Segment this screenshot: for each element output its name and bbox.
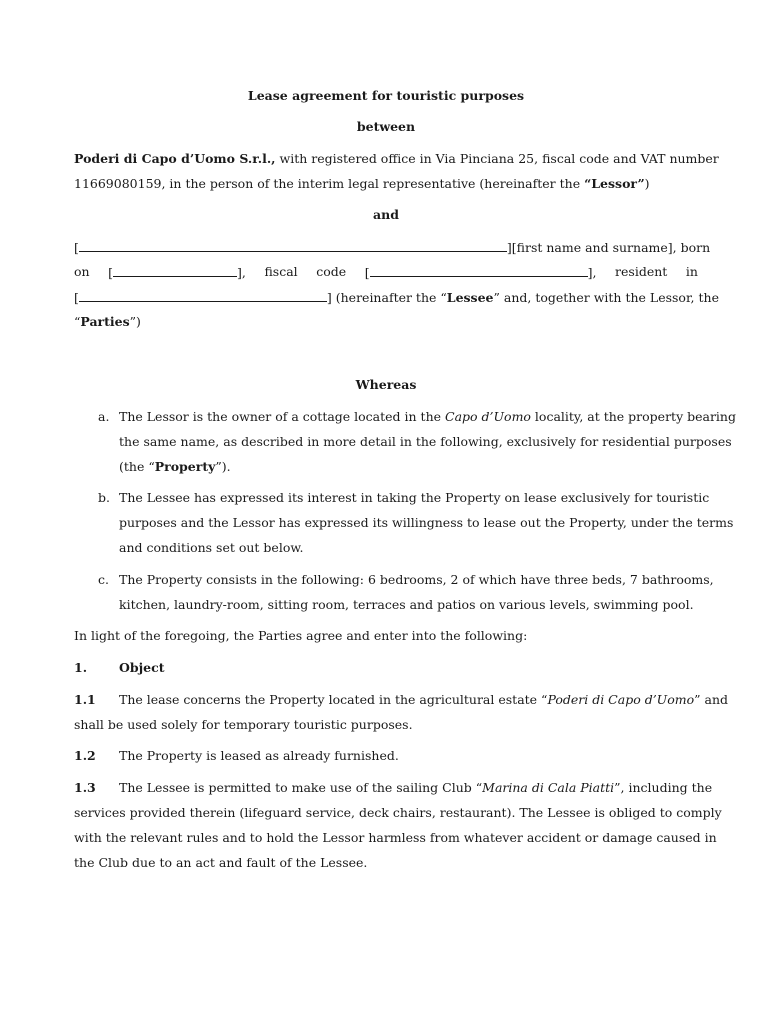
- clause-number: 1.3: [74, 780, 96, 795]
- lessor-representative: 11669080159, in the person of the interim legal representative (hereinafter the: [74, 176, 585, 191]
- bracket-open: [: [74, 240, 79, 255]
- word-in: in: [685, 264, 698, 279]
- word-code: code: [316, 264, 347, 279]
- clause-1-3-line-4: the Club due to an act and fault of the Lessee.: [74, 855, 368, 870]
- lessee-hereinafter: ] (hereinafter the “: [326, 290, 447, 305]
- list-item-b-line-3: and conditions set out below.: [119, 540, 304, 555]
- lessee-line-3: [ ] (hereinafter the “Lessee” and, together with the Lessor, the: [74, 290, 719, 305]
- lessor-name: Poderi di Capo d’Uomo S.r.l.,: [74, 151, 276, 166]
- word-fiscal: fiscal: [264, 264, 298, 279]
- and-heading: and: [373, 207, 399, 222]
- clause-1-3-line-2: services provided therein (lifeguard service, deck chairs, restaurant). The Lessee is obliged to comply: [74, 805, 722, 820]
- lessor-address: with registered office in Via Pinciana 25, fiscal code and VAT number: [275, 151, 719, 166]
- club-name: Marina di Cala Piatti: [482, 780, 615, 795]
- section-number: 1.: [74, 660, 88, 675]
- estate-name: Poderi di Capo d’Uomo: [547, 692, 695, 707]
- between-heading: between: [356, 119, 416, 134]
- lessor-close: ): [644, 176, 650, 191]
- clause-1-2-text: The Property is leased as already furnished.: [119, 748, 399, 763]
- fiscal-code-blank: [370, 264, 588, 277]
- section-title: Object: [119, 660, 165, 675]
- property-term: Property: [154, 459, 216, 474]
- whereas-heading: Whereas: [355, 377, 417, 392]
- clause-number: 1.1: [74, 692, 96, 707]
- word-on: on: [74, 264, 90, 279]
- residence-blank: [79, 289, 327, 302]
- clause-1-3-line-1: The Lessee is permitted to make use of the sailing Club “Marina di Cala Piatti”, including the: [119, 780, 713, 795]
- lessor-term: “Lessor”: [584, 176, 645, 191]
- lessee-line-2: [74, 264, 698, 281]
- lessee-line-1: [74, 239, 711, 256]
- lessee-term: Lessee: [446, 290, 494, 305]
- name-blank: [79, 239, 507, 252]
- parties-term: Parties: [80, 314, 130, 329]
- list-item-c-line-1: The Property consists in the following: 6 bedrooms, 2 of which have three beds, 7 bathrooms,: [119, 572, 714, 587]
- clause-number: 1.2: [74, 748, 96, 763]
- birth-date-field: [ ],: [108, 265, 246, 280]
- list-item-a-line-2: the same name, as described in more detail in the following, exclusively for residential purposes: [119, 434, 732, 449]
- clause-1-1-line-1: The lease concerns the Property located in the agricultural estate “Poderi di Capo d’Uomo” and: [119, 692, 728, 707]
- list-item-c-line-2: kitchen, laundry-room, sitting room, terraces and patios on various levels, swimming pool.: [119, 597, 694, 612]
- lessee-line-4: “Parties”): [74, 314, 141, 329]
- name-blank-label: ][first name and surname], born: [506, 240, 711, 255]
- foregoing-paragraph: In light of the foregoing, the Parties agree and enter into the following:: [74, 628, 528, 643]
- fiscal-code-field: [ ],: [364, 265, 597, 280]
- document-title: Lease agreement for touristic purposes: [247, 88, 525, 103]
- clause-1-3-line-3: with the relevant rules and to hold the Lessor harmless from whatever accident or damage caused in: [74, 830, 717, 845]
- lessor-line-1: [74, 151, 719, 167]
- list-item-marker: a.: [98, 409, 110, 424]
- clause-1-1-line-2: shall be used solely for temporary touristic purposes.: [74, 717, 413, 732]
- birth-date-blank: [113, 264, 237, 277]
- list-item-b-line-1: The Lessee has expressed its interest in taking the Property on lease exclusively for touristic: [119, 490, 710, 505]
- list-item-b-line-2: purposes and the Lessor has expressed its willingness to lease out the Property, under the terms: [119, 515, 734, 530]
- lessor-line-2: [74, 176, 698, 192]
- list-item-marker: b.: [98, 490, 110, 505]
- capo-duomo-locality: Capo d’Uomo: [445, 409, 531, 424]
- lessee-together: ” and, together with the Lessor, the: [493, 290, 719, 305]
- list-item-a-line-3: (the “Property”).: [119, 459, 231, 474]
- list-item-marker: c.: [98, 572, 109, 587]
- word-resident: resident: [615, 264, 668, 279]
- list-item-a-line-1: The Lessor is the owner of a cottage located in the Capo d’Uomo locality, at the property bearing: [119, 409, 736, 424]
